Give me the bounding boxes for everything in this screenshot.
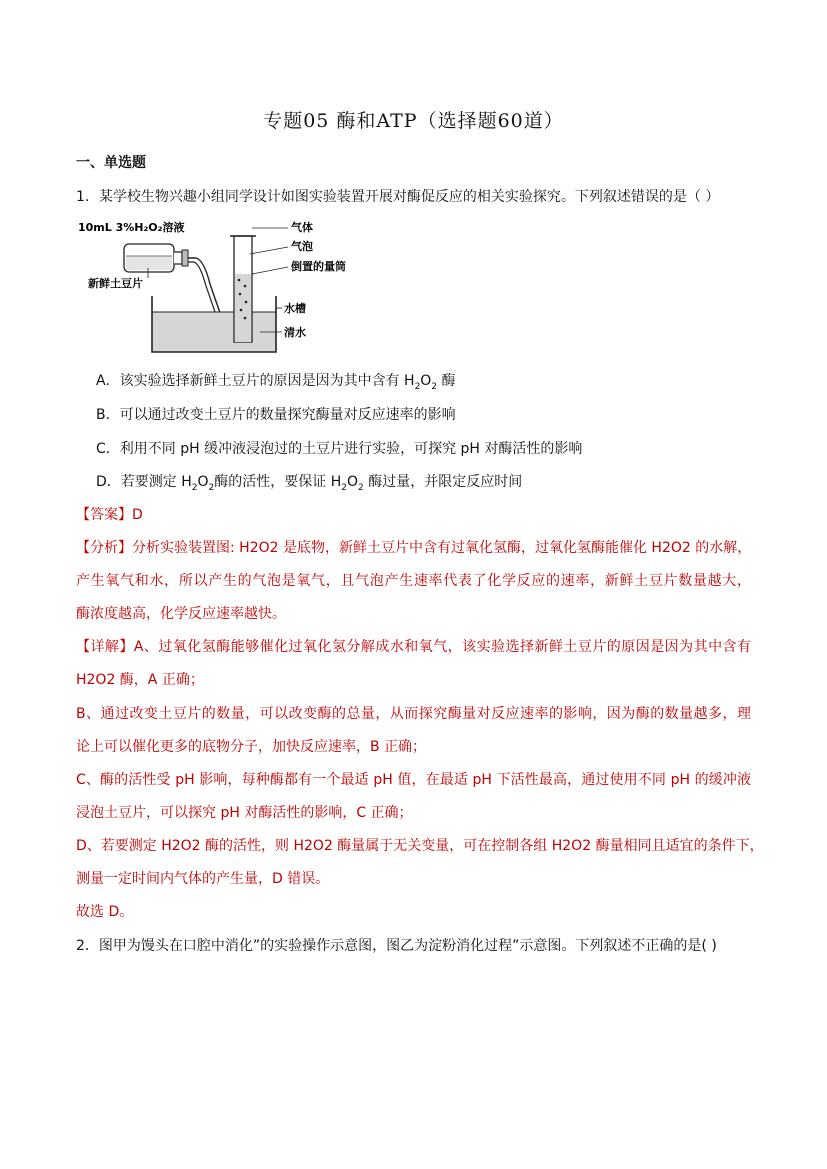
detail-line-6: 浸泡土豆片，可以探究 pH 对酶活性的影响，C 正确； [76, 805, 413, 821]
label-solution: 10mL 3%H₂O₂溶液 [78, 221, 185, 234]
page-title: 专题05 酶和ATP（选择题60道） [263, 110, 564, 132]
detail-line-1: 【详解】A、过氧化氢酶能够催化过氧化氢分解成水和氧气，该实验选择新鲜土豆片的原因是因为其中含有 [76, 639, 751, 655]
option-b: B．可以通过改变土豆片的数量探究酶量对反应速率的影响 [96, 407, 456, 423]
section-heading: 一、单选题 [76, 155, 146, 171]
label-potato: 新鲜土豆片 [88, 277, 143, 290]
water-tank [152, 296, 276, 352]
label-tank: 水槽 [284, 302, 306, 315]
detail-line-2: H2O2 酶，A 正确； [76, 672, 204, 688]
detail-line-5: C、酶的活性受 pH 影响，每种酶都有一个最适 pH 值，在最适 pH 下活性最高，通过使用不同 pH 的缓冲液 [76, 772, 751, 788]
flask [124, 244, 188, 272]
label-bubble: 气泡 [291, 240, 313, 253]
label-cylinder: 倒置的量筒 [291, 260, 346, 273]
option-a: A．该实验选择新鲜土豆片的原因是因为其中含有 $H_2O_2$ 酶 [96, 373, 456, 392]
answer: 【答案】D [76, 507, 143, 523]
detail-line-7: D、若要测定 H2O2 酶的活性，则 H2O2 酶量属于无关变量，可在控制各组 H2O2 酶量相同且适宜的条件下， [76, 838, 764, 854]
detail-line-4: 论上可以催化更多的底物分子，加快反应速率，B 正确； [76, 739, 427, 755]
label-gas: 气体 [291, 221, 313, 234]
analysis-line-2: 产生氧气和水，所以产生的气泡是氧气，且气泡产生速率代表了化学反应的速率，新鲜土豆片数量越大， [76, 573, 751, 589]
option-c: C．利用不同 pH 缓冲液浸泡过的土豆片进行实验，可探究 pH 对酶活性的影响 [96, 441, 583, 457]
detail-line-8: 测量一定时间内气体的产生量，D 错误。 [76, 871, 330, 887]
analysis-line-3: 酶浓度越高，化学反应速率越快。 [76, 606, 286, 622]
analysis-line-1: 【分析】分析实验装置图: H2O2 是底物，新鲜土豆片中含有过氧化氢酶，过氧化氢酶能催化 H2O2 的水解， [76, 540, 752, 556]
label-water: 清水 [284, 326, 306, 339]
question-2-stem: 2．图甲为馒头在口腔中消化”的实验操作示意图，图乙为淀粉消化过程”示意图。下列叙述不正确的是( ) [76, 938, 717, 954]
question-1-stem: 1．某学校生物兴趣小组同学设计如图实验装置开展对酶促反应的相关实验探究。下列叙述错误的是（ ） [76, 189, 720, 205]
detail-line-3: B、通过改变土豆片的数量，可以改变酶的总量，从而探究酶量对反应速率的影响，因为酶的数量越多，理 [76, 706, 751, 722]
option-d: D．若要测定 $H_2O_2$酶的活性，要保证 $H_2O_2$ 酶过量，并限定反应时间 [96, 474, 523, 493]
inverted-cylinder [230, 236, 256, 342]
apparatus-figure [78, 214, 368, 364]
detail-line-9: 故选 D。 [76, 904, 134, 920]
